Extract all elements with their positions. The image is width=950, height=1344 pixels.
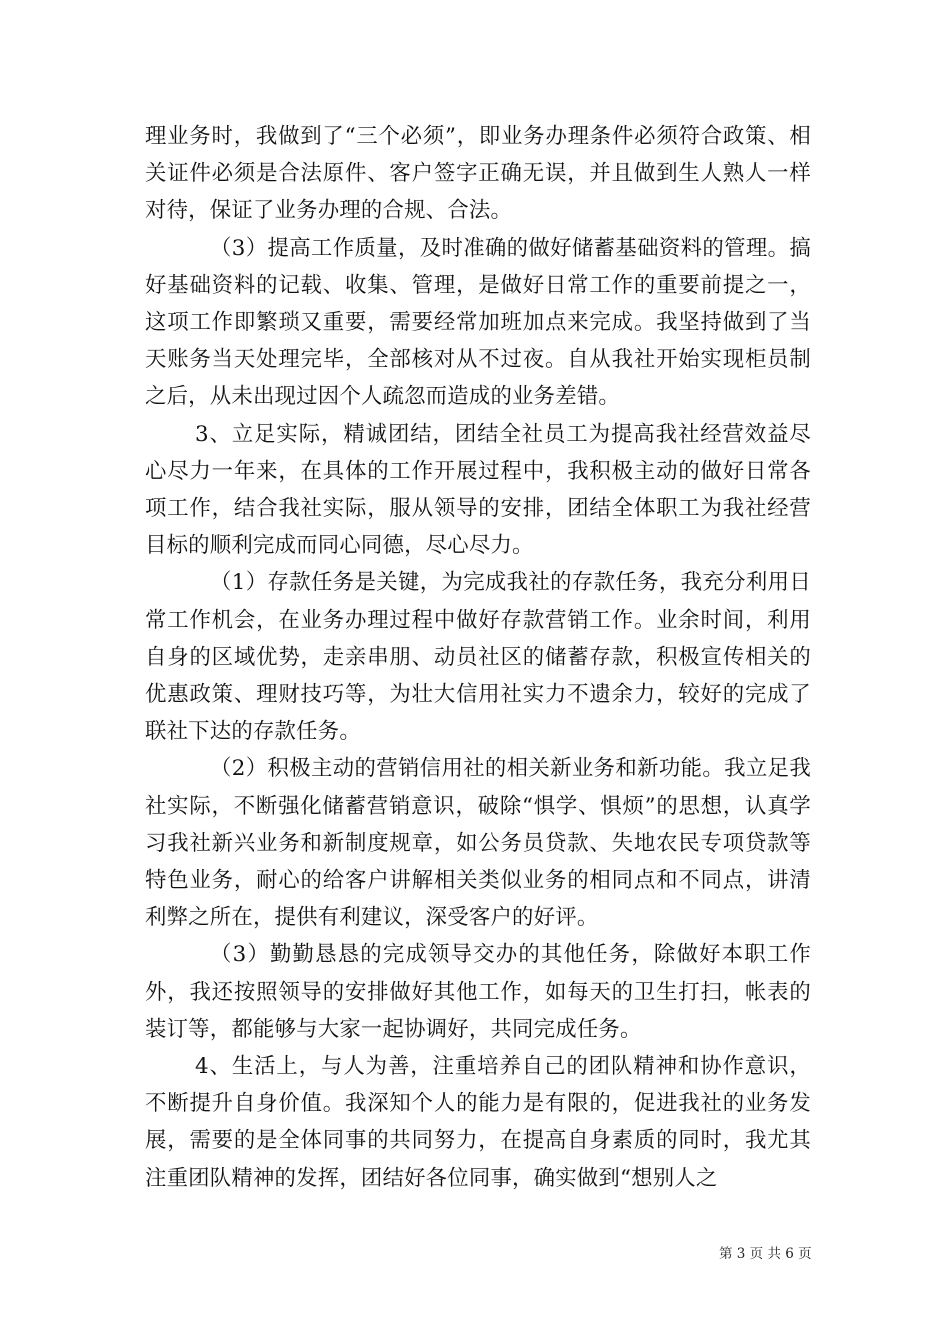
- paragraph-deposit-task: （1）存款任务是关键，为完成我社的存款任务，我充分利用日常工作机会，在业务办理过程中做好存款营销工作。业余时间，利用自身的区域优势，走亲串朋、动员社区的储蓄存款，积极宣传相关的优惠政策、理财技巧等，为壮大信用社实力不遗余力，较好的完成了联社下达的存款任务。: [145, 570, 811, 745]
- paragraph-other-tasks: （3）勤勤恳恳的完成领导交办的其他任务，除做好本职工作外，我还按照领导的安排做好其他工作，如每天的卫生打扫，帐表的装订等，都能够与大家一起协调好，共同完成任务。: [145, 942, 811, 1042]
- paragraph-section-3: 3、立足实际，精诚团结，团结全社员工为提高我社经营效益尽心尽力一年来，在具体的工作开展过程中，我积极主动的做好日常各项工作，结合我社实际，服从领导的安排，团结全体职工为我社经营目标的顺利完成而同心同德，尽心尽力。: [145, 421, 811, 559]
- paragraph-continuation: 理业务时，我做到了“三个必须”，即业务办理条件必须符合政策、相关证件必须是合法原件、客户签字正确无误，并且做到生人熟人一样对待，保证了业务办理的合规、合法。: [145, 124, 811, 224]
- paragraph-marketing: （2）积极主动的营销信用社的相关新业务和新功能。我立足我社实际，不断强化储蓄营销意识，破除“惧学、惧烦”的思想，认真学习我社新兴业务和新制度规章，如公务员贷款、失地农民专项贷款等特色业务，耐心的给客户讲解相关类似业务的相同点和不同点，讲清利弊之所在，提供有利建议，深受客户的好评。: [145, 756, 811, 931]
- page-number: 第 3 页 共 6 页: [719, 1246, 812, 1262]
- paragraph-section-4: 4、生活上，与人为善，注重培养自己的团队精神和协作意识，不断提升自身价值。我深知个人的能力是有限的，促进我社的业务发展，需要的是全体同事的共同努力，在提高自身素质的同时，我尤其注重团队精神的发挥，团结好各位同事，确实做到“想别人之: [145, 1054, 811, 1191]
- paragraph-work-quality: （3）提高工作质量，及时准确的做好储蓄基础资料的管理。搞好基础资料的记载、收集、管理，是做好日常工作的重要前提之一，这项工作即繁琐又重要，需要经常加班加点来完成。我坚持做到了当天账务当天处理完毕，全部核对从不过夜。自从我社开始实现柜员制之后，从未出现过因个人疏忽而造成的业务差错。: [145, 235, 811, 410]
- document-body: [145, 118, 811, 1197]
